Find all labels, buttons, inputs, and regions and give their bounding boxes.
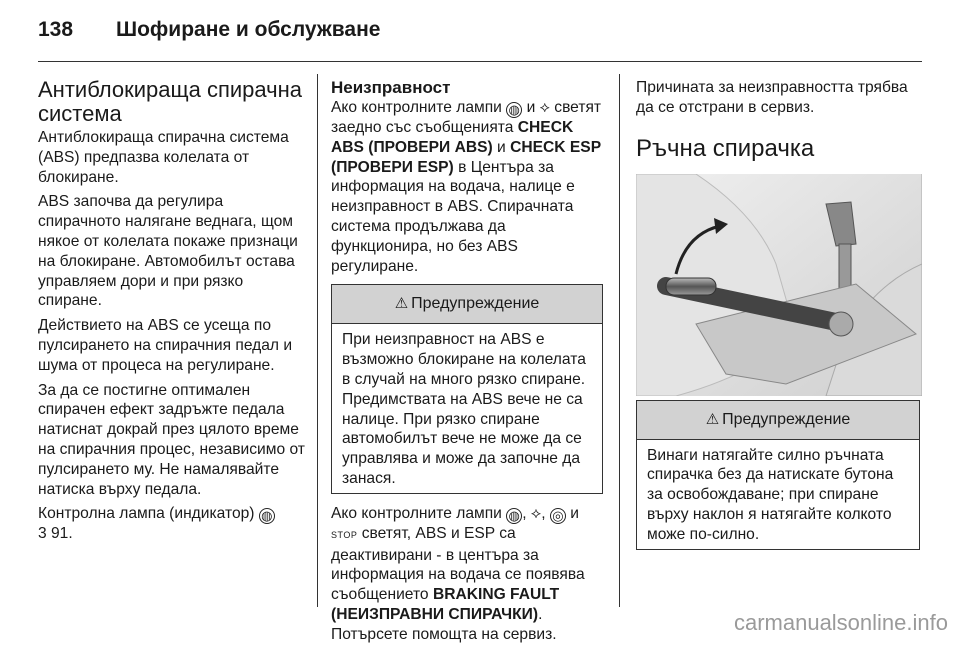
section-heading-abs: Антиблокираща спирачна система bbox=[38, 77, 302, 126]
paragraph-text: и bbox=[497, 138, 506, 156]
watermark: carmanualsonline.info bbox=[733, 610, 948, 635]
page-title: Шофиране и обслужване bbox=[116, 18, 381, 41]
section-heading-handbrake: Ръчна спирачка bbox=[636, 134, 815, 162]
paragraph-text: Ако контролните лампи bbox=[331, 99, 502, 116]
abs-icon: ◍ bbox=[506, 508, 522, 524]
column-divider-2 bbox=[619, 74, 620, 607]
esp-icon: ⟡ bbox=[539, 99, 550, 116]
paragraph-text: в Центъра за информация на водача, налице е неизправност в ABS. Спирачната система продължава да функционира, но без ABS регулиране. bbox=[331, 158, 575, 275]
paragraph-text: и bbox=[570, 504, 579, 522]
warning-box bbox=[636, 400, 920, 550]
warning-title: Предупреждение bbox=[411, 295, 540, 313]
paragraph-text: и bbox=[526, 99, 536, 116]
section-heading-fault: Неизправност bbox=[331, 78, 451, 97]
abs-icon: ◍ bbox=[259, 508, 275, 524]
paragraph: Антиблокираща спирачна система (ABS) предпазва колелата от блокиране. bbox=[38, 129, 289, 186]
paragraph: ABS започва да регулира спирачното налягане веднага, щом някое от колелата покаже признаци на блокиране. Автомобилът остава управляем дори и при рязко спиране. bbox=[38, 193, 298, 310]
column-3 bbox=[636, 78, 922, 550]
paragraph-text: светят заедно със съобщенията bbox=[331, 99, 602, 136]
warning-triangle-icon: ⚠ bbox=[705, 410, 720, 428]
warning-title: Предупреждение bbox=[722, 410, 851, 428]
page-number: 138 bbox=[38, 18, 74, 41]
paragraph-text: Контролна лампа (индикатор) bbox=[38, 505, 255, 523]
warning-box bbox=[331, 284, 603, 493]
paragraph: Причината за неизправността трябва да се отстрани в сервиз. bbox=[636, 79, 908, 116]
warning-triangle-icon: ⚠ bbox=[394, 295, 409, 313]
warning-header bbox=[332, 285, 602, 324]
paragraph-text: Ако контролните лампи bbox=[331, 504, 502, 522]
paragraph-text: светят, ABS и ESP са деактивирани - в центъра за информация на водача се появява съобщението bbox=[331, 524, 585, 604]
stop-indicator: STOP bbox=[331, 529, 358, 540]
esp-icon: ⟡ bbox=[530, 504, 542, 522]
column-2 bbox=[331, 78, 603, 650]
page-reference-link[interactable]: 3 91. bbox=[38, 525, 73, 543]
warning-header bbox=[637, 401, 919, 440]
paragraph: Ако контролните лампи ◍ , ⟡, ◎ и STOP светят, ABS и ESP са деактивирани - в центъра за информация на водача се появява съобщението BRAKING FAULT (НЕИЗПРАВНИ СПИРАЧКИ). Потърсете помощта на сервиз. bbox=[331, 504, 585, 643]
paragraph: За да се постигне оптимален спирачен ефект задръжте педала натиснат докрай през цялото време на спирачния процес, независимо от пулсирането му. Не намалявайте натиска върху педала. bbox=[38, 381, 305, 498]
message-braking-fault: BRAKING FAULT (НЕИЗПРАВНИ СПИРАЧКИ) bbox=[331, 586, 560, 623]
paragraph bbox=[331, 98, 603, 276]
handbrake-illustration-svg bbox=[636, 174, 922, 396]
header-rule bbox=[38, 61, 922, 62]
paragraph bbox=[38, 504, 310, 544]
message-check-abs: CHECK ABS (ПРОВЕРИ ABS) bbox=[331, 119, 574, 156]
handbrake-illustration bbox=[636, 174, 922, 396]
brake-icon: ◎ bbox=[550, 508, 566, 524]
paragraph: Действието на ABS се усеща по пулсирането на спирачния педал и шума от процеса на регулиране. bbox=[38, 317, 293, 374]
message-check-esp: CHECK ESP (ПРОВЕРИ ESP) bbox=[331, 138, 601, 176]
warning-body: При неизправност на ABS е възможно блокиране на колелата в случай на много рязко спиране. Предимствата на ABS вече не са налице. При рязко спиране автомобилът вече не може да се управлява и може да започне да занася. bbox=[342, 331, 586, 487]
warning-body: Винаги натягайте силно ръчната спирачка без да натискате бутона за освобождаване; при спиране върху наклон я натягайте колкото може по-силно. bbox=[647, 446, 894, 543]
column-divider-1 bbox=[317, 74, 318, 607]
abs-icon: ◍ bbox=[506, 102, 522, 118]
paragraph-text: . Потърсете помощта на сервиз. bbox=[331, 605, 557, 643]
column-1 bbox=[38, 78, 310, 549]
page-header bbox=[38, 14, 918, 54]
